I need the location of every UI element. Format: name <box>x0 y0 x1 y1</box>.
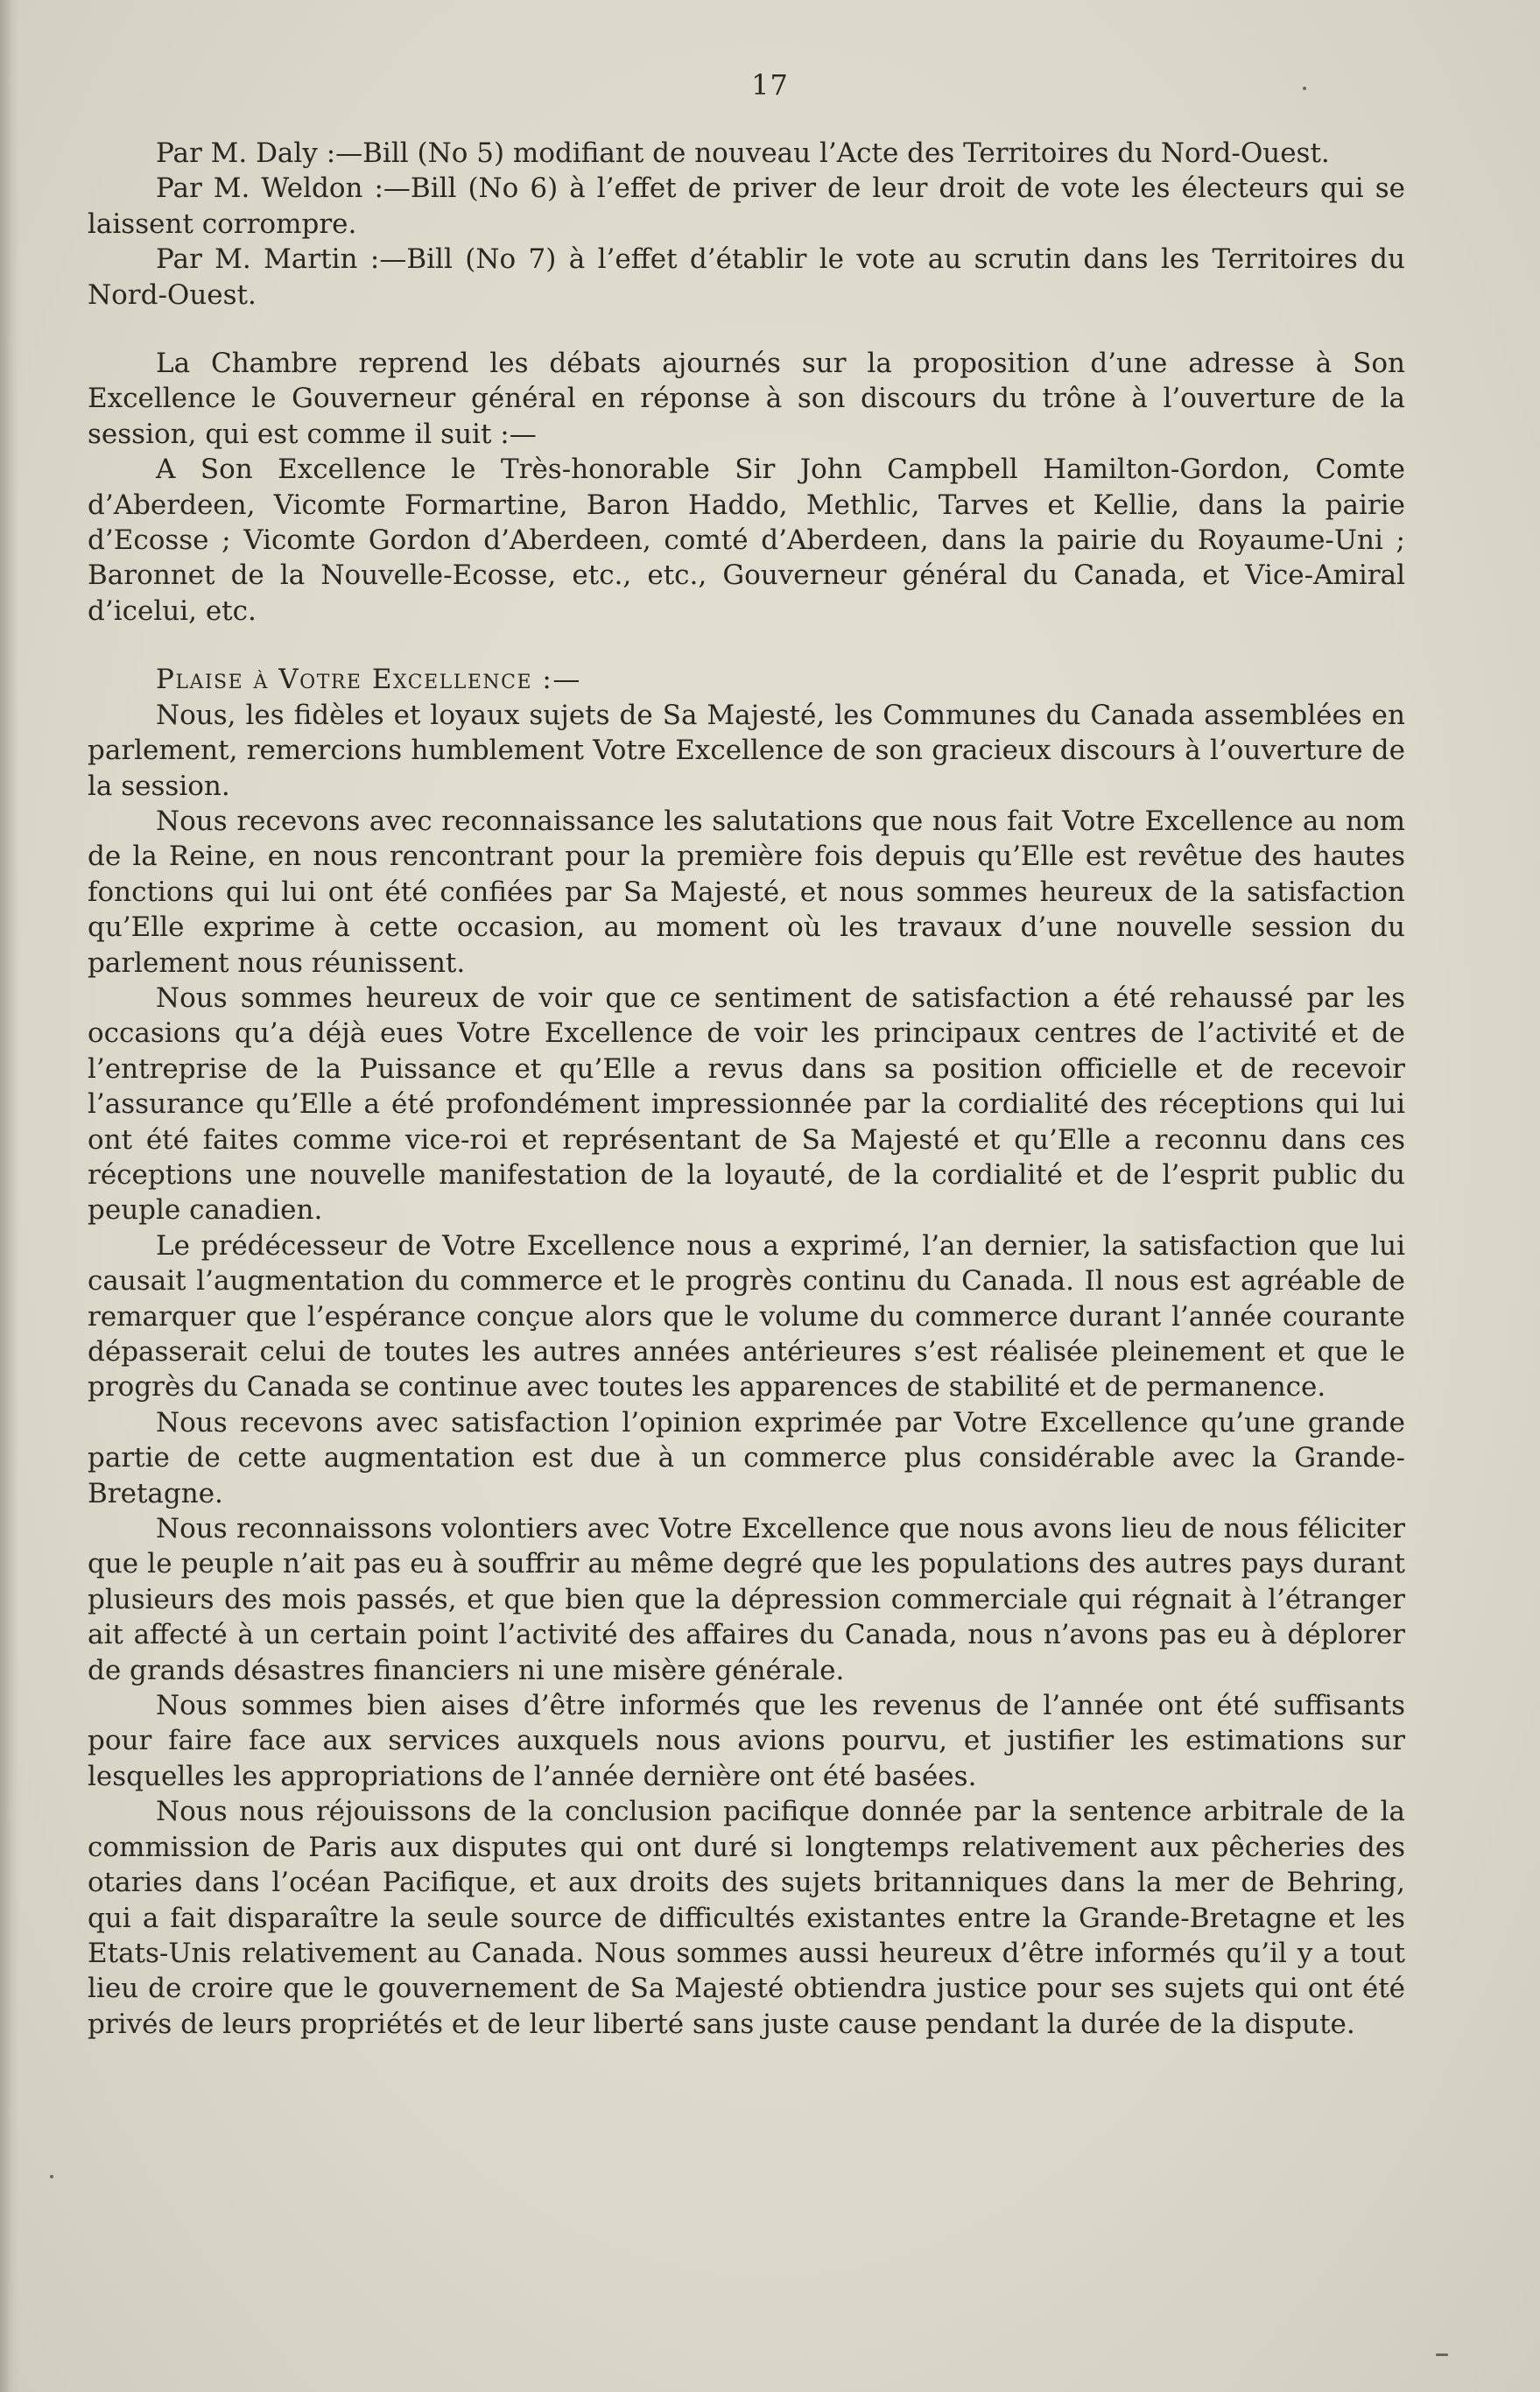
section-gap <box>88 629 1405 662</box>
paper-speck <box>1303 87 1306 90</box>
bill-entry: Par M. Martin :—Bill (No 7) à l’effet d’établir le vote au scrutin dans les Territoires du Nord-Ouest. <box>88 243 1405 311</box>
address-paragraph: Le prédécesseur de Votre Excellence nous a exprimé, l’an dernier, la satisfaction que lui causait l’augmentation du commerce et le progrès continu du Canada. Il nous est agréable de remarquer que l’espérance conçue alors que le volume du commerce durant l’année courante dépasserait celui de toutes les autres années antérieures s’est réalisée pleinement et que le progrès du Canada se continue avec toutes les apparences de stabilité et de permanence. <box>88 1229 1405 1404</box>
binding-shadow <box>0 0 19 2392</box>
address-paragraph: Nous recevons avec satisfaction l’opinion exprimée par Votre Excellence qu’une grande partie de cette augmentation est due à un commerce plus considérable avec la Grande-Bretagne. <box>88 1406 1405 1509</box>
salutation-heading: Plaise à Votre Excellence :— <box>156 664 581 696</box>
bill-entry: Par M. Daly :—Bill (No 5) modifiant de nouveau l’Acte des Territoires du Nord-Ouest. <box>156 137 1330 169</box>
address-paragraph: Nous sommes heureux de voir que ce sentiment de satisfaction a été rehaussé par les occasions qu’a déjà eues Votre Excellence de voir les principaux centres de l’activité et de l’entreprise de la Puissance et qu’Elle a revus dans sa position officielle et de recevoir l’assurance qu’Elle a été profondément impressionnée par la cordialité des réceptions qui lui ont été faites comme vice-roi et représentant de Sa Majesté et qu’Elle a reconnu dans ces réceptions une nouvelle manifestation de la loyauté, de la cordialité et de l’esprit public du peuple canadien. <box>88 981 1405 1227</box>
section-gap <box>88 313 1405 346</box>
paper-speck <box>50 2175 53 2178</box>
bill-entry: Par M. Weldon :—Bill (No 6) à l’effet de priver de leur droit de vote les électeurs qui se laissent corrompre. <box>88 172 1405 240</box>
paper-speck <box>1436 2353 1448 2356</box>
address-recipient: A Son Excellence le Très-honorable Sir John Campbell Hamilton-Gordon, Comte d’Aberdeen, Vicomte Formartine, Baron Haddo, Methlic, Tarves et Kellie, dans la pairie d’Ecosse ; Vicomte Gordon d’Aberdeen, comté d’Aberdeen, dans la pairie du Royaume-Uni ; Baronnet de la Nouvelle-Ecosse, etc., etc., Gouverneur général du Canada, et Vice-Amiral d’icelui, etc. <box>88 454 1405 627</box>
address-paragraph: Nous recevons avec reconnaissance les salutations que nous fait Votre Excellence au nom de la Reine, en nous rencontrant pour la première fois depuis qu’Elle est revêtue des hautes fonctions qui lui ont été confiées par Sa Majesté, et nous sommes heureux de la satisfaction qu’Elle exprime à cette occasion, au moment où les travaux d’une nouvelle session du parlement nous réunissent. <box>88 805 1405 979</box>
page-body <box>88 136 1405 2042</box>
address-paragraph: Nous reconnaissons volontiers avec Votre Excellence que nous avons lieu de nous féliciter que le peuple n’ait pas eu à souffrir au même degré que les populations des autres pays durant plusieurs des mois passés, et que bien que la dépression commerciale qui régnait à l’étranger ait affecté à un certain point l’activité des affaires du Canada, nous n’avons pas eu à déplorer de grands désastres financiers ni une misère générale. <box>88 1513 1405 1686</box>
page-number: 17 <box>751 68 789 102</box>
address-paragraph: Nous, les fidèles et loyaux sujets de Sa Majesté, les Communes du Canada assemblées en parlement, remercions humblement Votre Excellence de son gracieux discours à l’ouverture de la session. <box>88 699 1405 802</box>
debate-paragraph: La Chambre reprend les débats ajournés sur la proposition d’une adresse à Son Excellence le Gouverneur général en réponse à son discours du trône à l’ouverture de la session, qui est comme il suit :— <box>88 348 1405 450</box>
address-paragraph: Nous sommes bien aises d’être informés que les revenus de l’année ont été suffisants pour faire face aux services auxquels nous avions pourvu, et justifier les estimations sur lesquelles les appropriations de l’année dernière ont été basées. <box>88 1690 1405 1792</box>
address-paragraph: Nous nous réjouissons de la conclusion pacifique donnée par la sentence arbitrale de la commission de Paris aux disputes qui ont duré si longtemps relativement aux pêcheries des otaries dans l’océan Pacifique, et aux droits des sujets britanniques dans la mer de Behring, qui a fait disparaître la seule source de difficultés existantes entre la Grande-Bretagne et les Etats-Unis relativement au Canada. Nous sommes aussi heureux d’être informés qu’il y a tout lieu de croire que le gouvernement de Sa Majesté obtiendra justice pour ses sujets qui ont été privés de leurs propriétés et de leur liberté sans juste cause pendant la durée de la dispute. <box>88 1796 1405 2040</box>
